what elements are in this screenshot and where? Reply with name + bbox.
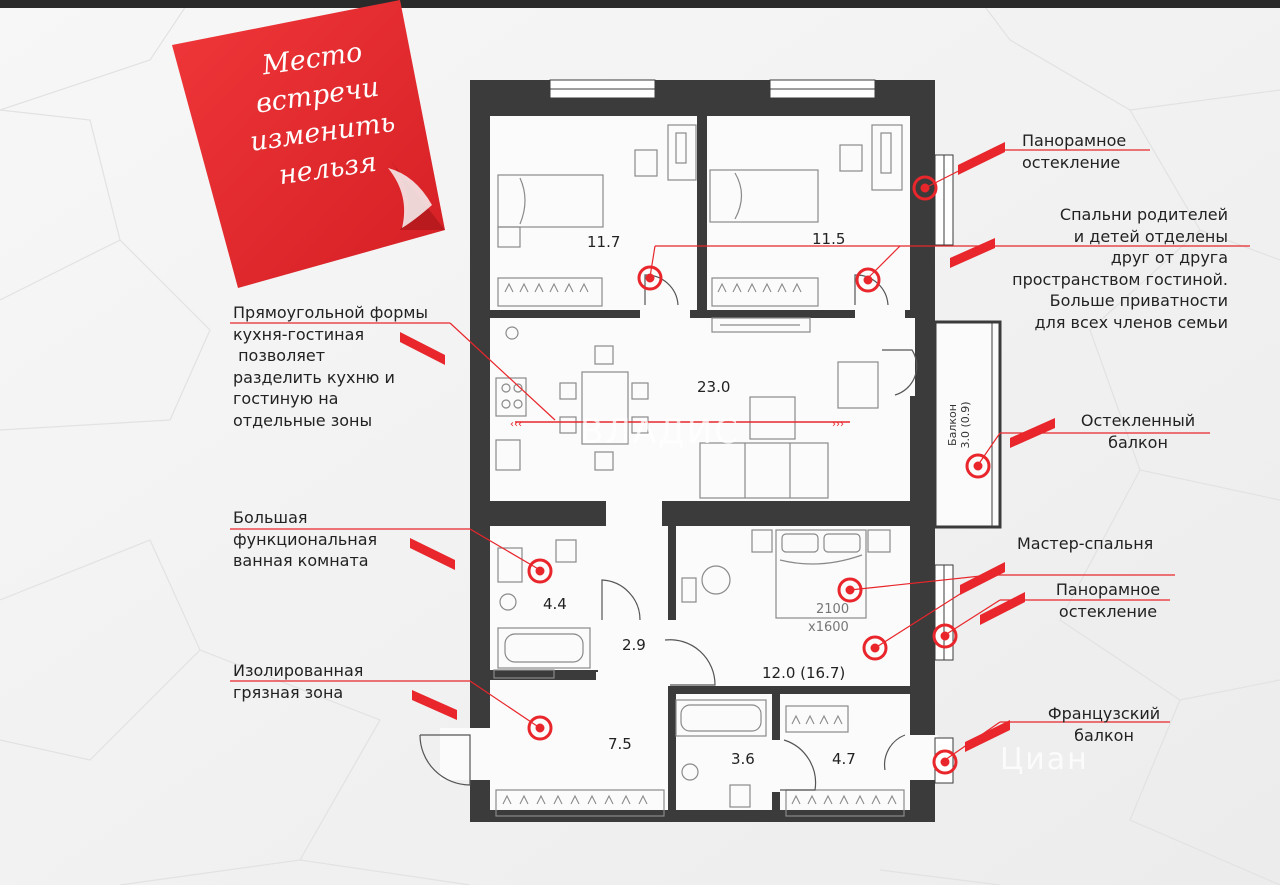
bed-size-line-2: x1600	[808, 620, 849, 635]
area-corridor: 2.9	[622, 636, 646, 654]
area-hall: 7.5	[608, 735, 632, 753]
room-bath-small	[676, 694, 772, 810]
balcony-label: Балкон 3.0 (0.9)	[946, 401, 972, 449]
top-strip	[0, 0, 1280, 8]
area-storage: 4.7	[832, 750, 856, 768]
annotation-panoramic-bottom: Панорамное остекление	[1055, 580, 1161, 621]
watermark-vladis: ВЛАДИС	[580, 412, 740, 452]
annotation-master-bedroom: Мастер-спальня	[1017, 534, 1154, 553]
sticky-line-1: Место	[260, 36, 365, 82]
annotation-glazed-balcony: Остекленный балкон	[1080, 411, 1196, 452]
area-bathroom: 4.4	[543, 595, 567, 613]
area-living-kitchen: 23.0	[697, 378, 731, 396]
bed-size-line-1: 2100	[816, 602, 850, 617]
sticky-note-text	[196, 25, 444, 204]
annotation-rectangular-kitchen: Прямоугольной формы кухня-гостиная позволяет разделить кухню и гостиную на отдельные зоны	[233, 303, 429, 430]
sticky-line-3: изменить	[248, 106, 398, 158]
room-bedroom-left	[490, 116, 697, 310]
area-bedroom-left: 11.7	[587, 233, 621, 251]
annotation-bathroom-big: Большая функциональная ванная комната	[233, 508, 378, 570]
annotation-panoramic-top: Панорамное остекление	[1022, 131, 1127, 172]
area-master-bedroom: 12.0 (16.7)	[762, 664, 846, 682]
annotation-isolated-dirty: Изолированная грязная зона	[233, 661, 364, 702]
annotation-french-balcony: Французский балкон	[1047, 704, 1161, 745]
area-bath-small: 3.6	[731, 750, 755, 768]
svg-text:‹‹‹: ‹‹‹	[510, 419, 522, 430]
annotation-bedrooms-separated: Спальни родителей и детей отделены друг от друга пространством гостиной. Больше приватности для всех членов семьи	[1012, 205, 1228, 332]
watermark-cian: Циан	[1000, 742, 1089, 777]
sticky-line-4: нельзя	[276, 146, 379, 192]
sticky-line-2: встречи	[253, 71, 381, 120]
svg-text:›››: ›››	[832, 419, 844, 430]
room-master	[676, 526, 910, 686]
area-bedroom-right: 11.5	[812, 230, 846, 248]
